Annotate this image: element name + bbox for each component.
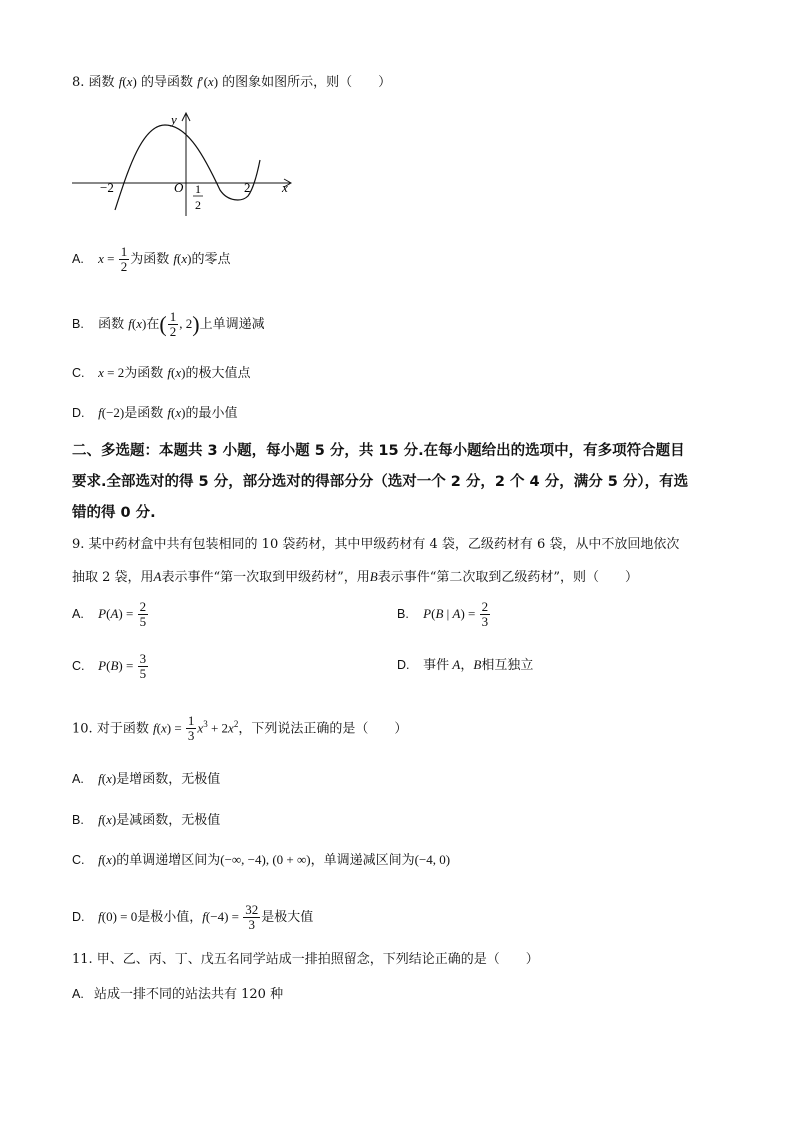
y-label: y bbox=[171, 112, 177, 127]
q9-option-c[interactable]: C. P(B) = $\frac{3}{5}$ bbox=[72, 651, 147, 681]
tick-half-num: 1 bbox=[195, 182, 201, 196]
x-label: x bbox=[282, 180, 288, 195]
q9-option-a[interactable]: A. P(A) = $\frac{2}{5}$ bbox=[72, 599, 147, 629]
section2-line2: 要求.全部选对的得 5 分，部分选对的得部分分（选对一个 2 分，2 个 4 分，满分 5 分），有选 bbox=[72, 474, 689, 490]
tick-2: 2 bbox=[244, 180, 251, 195]
q11-stem: 11. 甲、乙、丙、丁、戊五名同学站成一排拍照留念，下列结论正确的是（ ） bbox=[72, 952, 539, 967]
q8-option-b[interactable]: B. 函数 f(x)在( $\frac{1}{2}$ , 2)上单调递减 bbox=[72, 309, 265, 339]
q9-option-b[interactable]: B. P(B | A) = $\frac{2}{3}$ bbox=[397, 599, 489, 629]
origin-label: O bbox=[174, 180, 184, 195]
q9-stem-line2: 抽取 2 袋，用A表示事件“第一次取到甲级药材”，用B表示事件“第二次取到乙级药材”，则（ ） bbox=[72, 569, 639, 585]
q11-option-a[interactable]: A. 站成一排不同的站法共有 120 种 bbox=[72, 987, 284, 1002]
q9-option-d[interactable]: D. 事件 A，B相互独立 bbox=[397, 657, 534, 673]
section2-line1: 二、多选题：本题共 3 小题，每小题 5 分，共 15 分.在每小题给出的选项中，有多项符合题目 bbox=[72, 443, 685, 459]
tick-neg2: −2 bbox=[100, 180, 114, 195]
q9-stem-line1: 9. 某中药材盒中共有包装相同的 10 袋药材，其中甲级药材有 4 袋，乙级药材有 6 袋，从中不放回地依次 bbox=[72, 537, 680, 552]
q8-option-d[interactable]: D. f(−2)是函数 f(x)的最小值 bbox=[72, 405, 238, 421]
q10-option-d[interactable]: D. f(0) = 0是极小值，f(−4) = $\frac{32}{3}$ 是极大值 bbox=[72, 902, 314, 932]
q10-option-c[interactable]: C. f(x)的单调递增区间为(−∞, −4), (0 + ∞)，单调递减区间为(−4, 0) bbox=[72, 852, 451, 868]
section2-line3: 错的得 0 分. bbox=[72, 505, 156, 521]
q10-option-a[interactable]: A. f(x)是增函数，无极值 bbox=[72, 771, 221, 787]
q8-option-a[interactable]: A. x = $\frac{1}{2}$ 为函数 f(x)的零点 bbox=[72, 244, 231, 274]
q8-stem: 8. 函数 f(x) 的导函数 f′(x) 的图象如图所示，则（ ） bbox=[72, 74, 392, 90]
q8-option-c[interactable]: C. x = 2为函数 f(x)的极大值点 bbox=[72, 365, 251, 381]
q10-stem: 10. 对于函数 f(x) = $\frac{1}{3}$ $x^3 + 2x^2$，下列说法正确的是（ ） bbox=[72, 713, 408, 744]
tick-half-den: 2 bbox=[195, 198, 201, 212]
q10-option-b[interactable]: B. f(x)是减函数，无极值 bbox=[72, 812, 221, 828]
derivative-curve bbox=[115, 125, 260, 210]
derivative-graph bbox=[70, 110, 300, 220]
